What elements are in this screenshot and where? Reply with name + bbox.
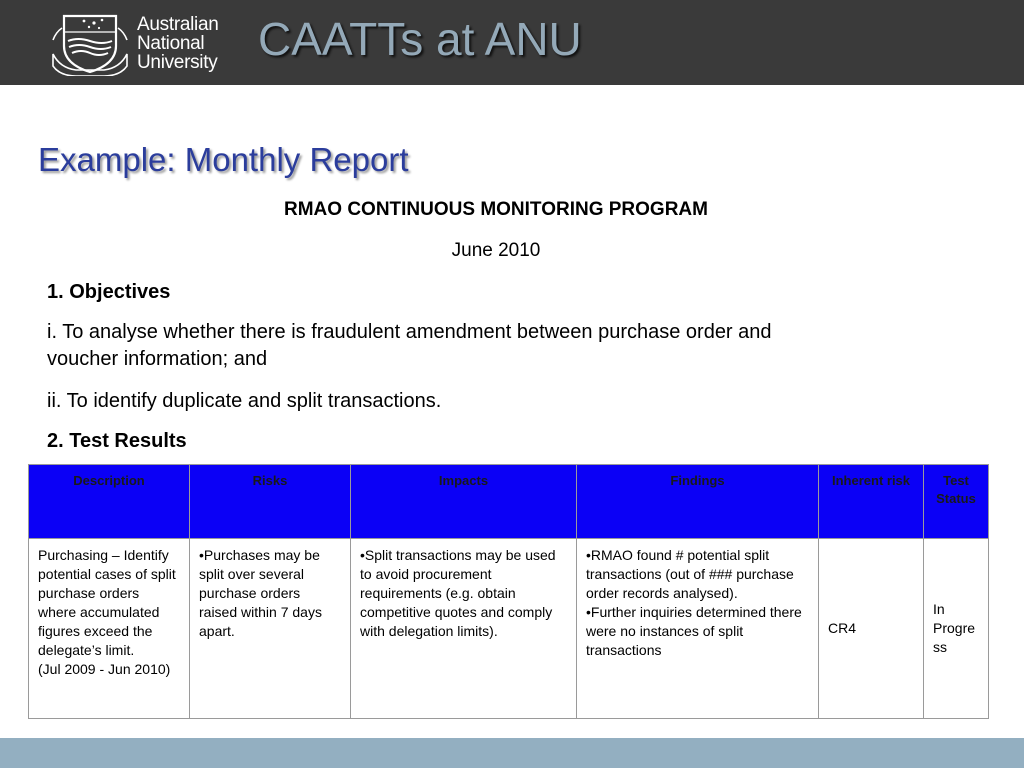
section-objectives-heading: 1. Objectives	[47, 281, 171, 303]
program-heading: RMAO CONTINUOUS MONITORING PROGRAM	[284, 199, 708, 220]
column-header-risks: Risks	[190, 465, 351, 539]
cell-test-status: In Progress	[924, 539, 989, 719]
cell-description	[29, 539, 190, 719]
logo-line-2: National	[137, 33, 205, 54]
test-results-table	[28, 464, 989, 719]
header-bar	[0, 0, 1024, 85]
cell-impacts	[351, 539, 577, 719]
description-text: Purchasing – Identify potential cases of split purchase orders where accumulated figures exceed the delegate’s limit.	[38, 547, 176, 658]
cell-inherent-risk: CR4	[819, 539, 924, 719]
column-header-test-status: Test Status	[924, 465, 989, 539]
header-title: CAATTs at ANU	[258, 13, 582, 65]
risks-text: Purchases may be split over several purchase orders raised within 7 days apart.	[199, 547, 322, 639]
findings-text-2: Further inquiries determined there were no instances of split transactions	[586, 604, 802, 658]
objective-i-line-1: i. To analyse whether there is fraudulent amendment between purchase order and	[47, 321, 772, 343]
findings-bullet-1	[586, 546, 809, 603]
column-header-impacts: Impacts	[351, 465, 577, 539]
findings-bullet-2	[586, 603, 809, 660]
impacts-text: Split transactions may be used to avoid procurement requirements (e.g. obtain competitive quotes and comply with delegation limits).	[360, 547, 556, 639]
footer-bar	[0, 738, 1024, 768]
objective-i-line-2: voucher information; and	[47, 348, 268, 370]
risks-bullet	[199, 546, 341, 641]
logo-line-3: University	[137, 52, 218, 73]
description-period: (Jul 2009 - Jun 2010)	[38, 661, 171, 677]
anu-logo	[50, 10, 230, 76]
impacts-bullet	[360, 546, 567, 641]
objective-i	[47, 319, 772, 373]
findings-text-1: RMAO found # potential split transactions (out of ### purchase order records analysed).	[586, 547, 794, 601]
objective-ii: ii. To identify duplicate and split transactions.	[47, 390, 442, 412]
section-test-results-heading: 2. Test Results	[47, 430, 187, 452]
cell-risks	[190, 539, 351, 719]
report-date: June 2010	[451, 240, 541, 261]
logo-wordmark	[137, 15, 219, 72]
cell-findings	[577, 539, 819, 719]
column-header-inherent-risk: Inherent risk	[819, 465, 924, 539]
column-header-findings: Findings	[577, 465, 819, 539]
logo-line-1: Australian	[137, 14, 219, 35]
column-header-description: Description	[29, 465, 190, 539]
anu-crest-icon	[50, 10, 130, 76]
table-header-row	[29, 465, 989, 539]
slide-title: Example: Monthly Report	[38, 141, 409, 178]
table-row	[29, 539, 989, 719]
